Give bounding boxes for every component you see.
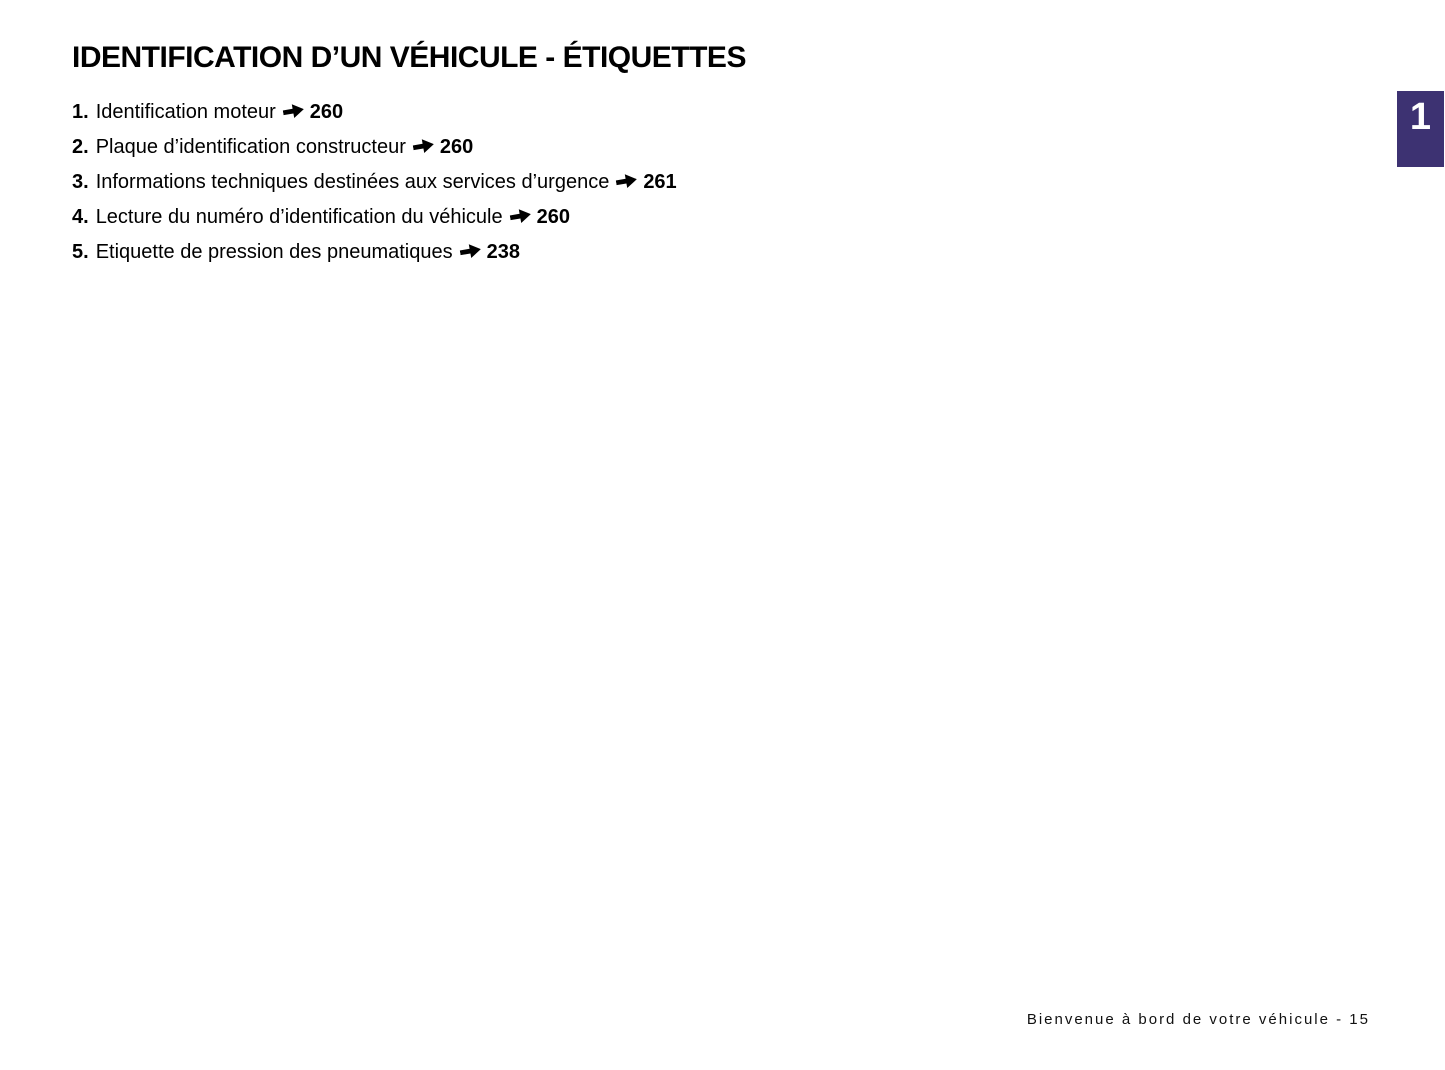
page-title: IDENTIFICATION D’UN VÉHICULE - ÉTIQUETTES (72, 41, 746, 74)
list-item (72, 200, 677, 235)
item-page-ref[interactable]: 238 (486, 241, 520, 263)
cross-ref-link[interactable] (510, 206, 570, 228)
list-item (72, 235, 677, 270)
cross-ref-arrow-icon (615, 170, 639, 191)
cross-ref-arrow-icon (411, 135, 435, 156)
cross-ref-link[interactable] (283, 101, 343, 123)
item-label: Lecture du numéro d’identification du véhicule (95, 206, 503, 228)
cross-ref-arrow-icon (508, 205, 532, 226)
toc-list (72, 95, 677, 270)
list-item (72, 165, 677, 200)
item-number: 3. (72, 171, 89, 193)
list-item (72, 95, 677, 130)
cross-ref-link[interactable] (460, 241, 520, 263)
item-number: 2. (72, 136, 89, 158)
cross-ref-link[interactable] (616, 171, 676, 193)
item-page-ref[interactable]: 261 (643, 171, 677, 193)
item-label: Plaque d’identification constructeur (95, 136, 406, 158)
item-page-ref[interactable]: 260 (439, 136, 474, 158)
item-label: Identification moteur (95, 101, 276, 123)
chapter-tab[interactable]: 1 (1397, 91, 1444, 167)
item-label: Informations techniques destinées aux services d’urgence (95, 171, 610, 193)
item-number: 1. (72, 101, 89, 123)
item-page-ref[interactable]: 260 (536, 206, 570, 228)
footer-text: Bienvenue à bord de votre véhicule - 15 (1026, 1011, 1370, 1028)
item-label: Etiquette de pression des pneumatiques (95, 241, 453, 263)
list-item (72, 130, 677, 165)
cross-ref-arrow-icon (281, 100, 305, 121)
cross-ref-link[interactable] (413, 136, 473, 158)
item-number: 4. (72, 206, 89, 228)
cross-ref-arrow-icon (458, 240, 482, 261)
item-page-ref[interactable]: 260 (309, 101, 344, 123)
item-number: 5. (72, 241, 89, 263)
